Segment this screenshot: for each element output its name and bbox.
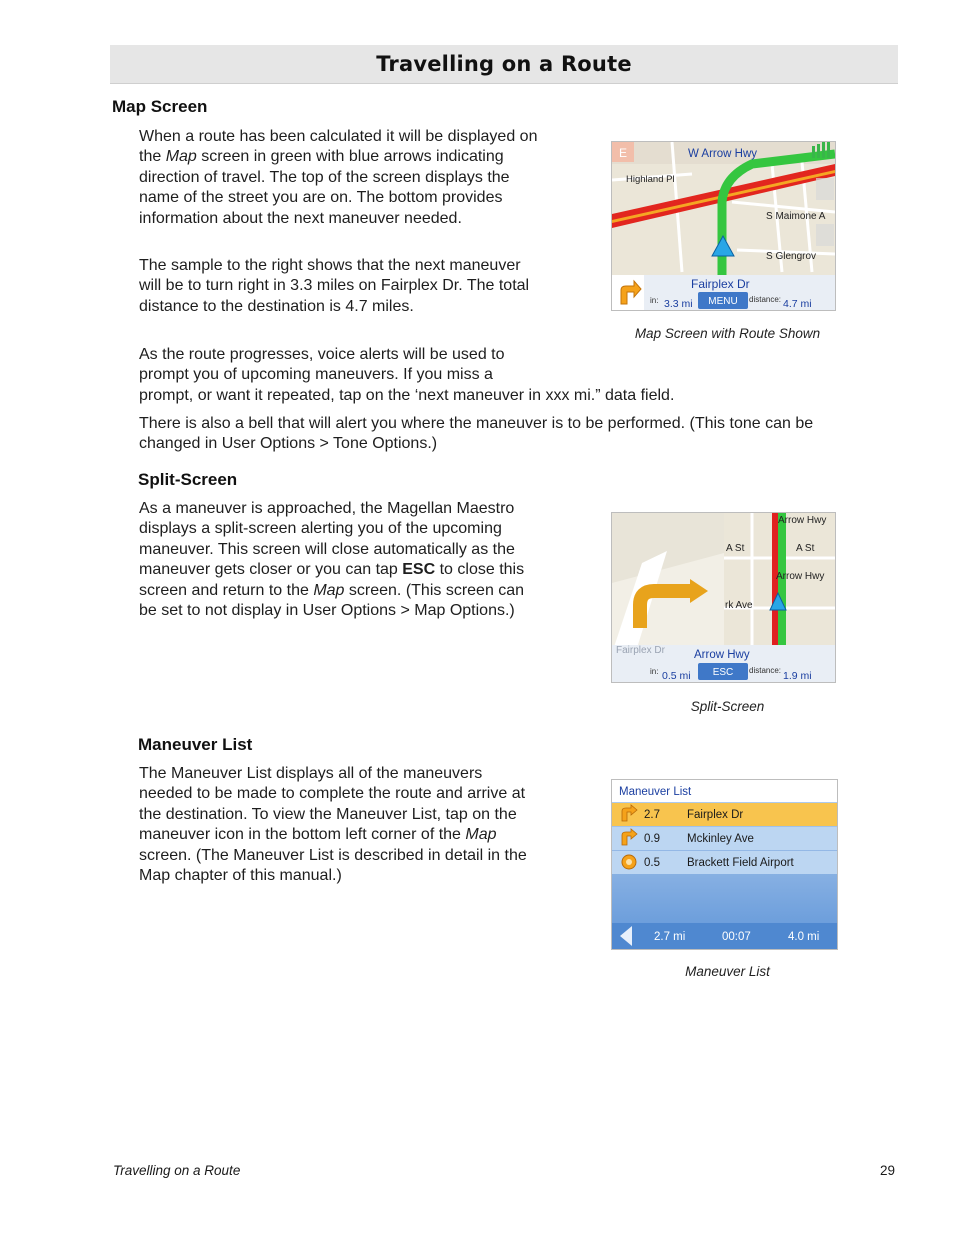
map-label-highland: Highland Pl	[626, 174, 675, 185]
svg-text:2.7: 2.7	[644, 809, 660, 821]
svg-text:in:: in:	[650, 296, 659, 305]
map-screen-paragraph-4: There is also a bell that will alert you where the maneuver is to be performed. (This tone can be changed in User Options > Tone Options.)	[139, 415, 814, 453]
svg-text:ESC: ESC	[712, 667, 734, 678]
map-screen-heading: Map Screen	[112, 97, 208, 116]
footer-section-title: Travelling on a Route	[113, 1163, 241, 1178]
svg-text:Arrow Hwy: Arrow Hwy	[776, 571, 825, 582]
map-distance-value: 4.7 mi	[783, 298, 812, 310]
svg-text:distance:: distance:	[749, 295, 782, 304]
map-label-maimone: S Maimone A	[766, 211, 826, 222]
map-top-street: W Arrow Hwy	[688, 148, 757, 160]
map-screen-paragraph-3a: As the route progresses, voice alerts will be used to prompt you of upcoming maneuvers. If you miss a	[139, 346, 505, 384]
split-screen-heading: Split-Screen	[138, 470, 238, 489]
svg-text:0.9: 0.9	[644, 833, 660, 845]
svg-text:0.5 mi: 0.5 mi	[662, 670, 691, 682]
split-screen-image	[611, 512, 836, 683]
map-screen-caption: Map Screen with Route Shown	[634, 326, 821, 341]
svg-text:rk Ave: rk Ave	[725, 600, 753, 611]
svg-text:4.0 mi: 4.0 mi	[788, 931, 820, 943]
compass-label: E	[618, 146, 628, 160]
svg-text:MENU: MENU	[708, 296, 738, 307]
page-number: 29	[880, 1163, 896, 1178]
split-screen-paragraph: As a maneuver is approached, the Magellan Maestro displays a split-screen alerting you of the upcoming maneuver. This screen will close automatically as the maneuver gets closer or you can tap ESC to close this screen and return to the Map screen. (This screen can be set to not display in User Options > Map Options.)	[139, 500, 525, 620]
svg-text:2.7 mi: 2.7 mi	[654, 931, 686, 943]
maneuver-list-heading: Maneuver List	[138, 735, 253, 754]
svg-text:distance:: distance:	[749, 666, 782, 675]
map-screen-image	[611, 141, 836, 311]
map-screen-paragraph-2: The sample to the right shows that the next maneuver will be to turn right in 3.3 miles on Fairplex Dr. The total distance to the destination is 4.7 miles.	[139, 257, 530, 315]
svg-text:Arrow Hwy: Arrow Hwy	[778, 515, 827, 526]
svg-text:00:07: 00:07	[722, 931, 751, 943]
svg-text:1.9 mi: 1.9 mi	[783, 670, 812, 682]
svg-text:Fairplex Dr: Fairplex Dr	[616, 645, 665, 656]
map-screen-paragraph-3b: prompt, or want it repeated, tap on the ‘next maneuver in xxx mi.” data field.	[139, 387, 675, 404]
svg-text:0.5: 0.5	[644, 857, 660, 869]
map-label-glengrove: S Glengrov	[766, 251, 817, 262]
maneuver-list-image	[611, 779, 838, 950]
map-in-value[interactable]: 3.3 mi	[664, 298, 693, 310]
maneuver-list-paragraph: The Maneuver List displays all of the maneuvers needed to be made to complete the route and arrive at the destination. To view the Maneuver List, tap on the maneuver icon in the bottom left corner of the Map screen. (The Maneuver List is described in detail in the Map chapter of this manual.)	[139, 765, 527, 885]
page-title-bar	[110, 45, 898, 84]
svg-text:Fairplex Dr: Fairplex Dr	[687, 809, 744, 821]
map-screen-paragraph-1: When a route has been calculated it will be displayed on the Map screen in green with blue arrows indicating direction of travel. The top of the screen displays the name of the street you are on. The bottom provides information about the next maneuver needed.	[139, 128, 538, 227]
svg-text:A St: A St	[726, 543, 745, 554]
map-next-street: Fairplex Dr	[691, 277, 750, 291]
svg-text:Brackett Field Airport: Brackett Field Airport	[687, 857, 794, 869]
svg-text:in:: in:	[650, 667, 659, 676]
split-next-street: Arrow Hwy	[694, 649, 750, 661]
page-title: Travelling on a Route	[376, 52, 632, 76]
svg-text:Mckinley Ave: Mckinley Ave	[687, 833, 754, 845]
split-screen-caption: Split-Screen	[690, 699, 765, 714]
svg-text:A St: A St	[796, 543, 815, 554]
maneuver-list-header: Maneuver List	[619, 786, 692, 798]
maneuver-list-caption: Maneuver List	[685, 964, 770, 979]
